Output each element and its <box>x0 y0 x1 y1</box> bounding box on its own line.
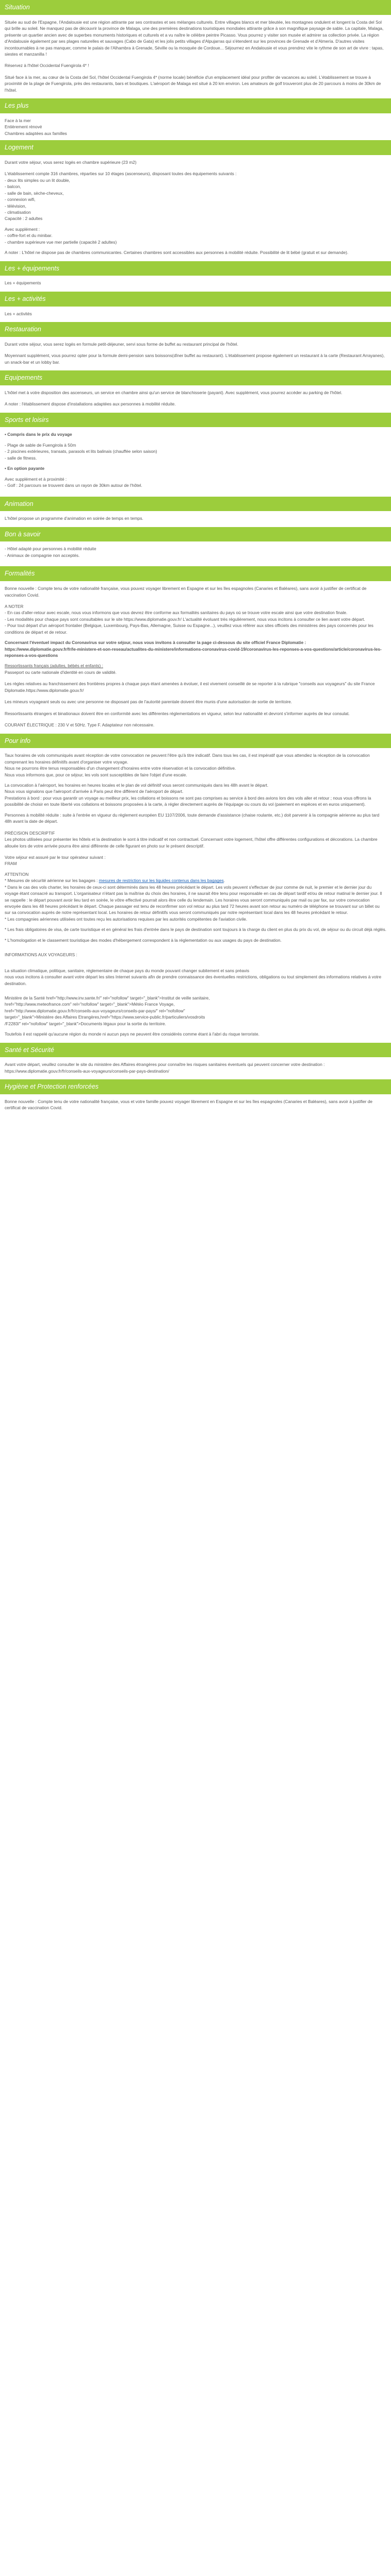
section-heading-plus-equipements: Les + équipements <box>0 261 391 276</box>
equipements-content <box>0 389 391 408</box>
formalites-ressortissants-heading: Ressortissants français (adultes, bébés et enfants) : <box>5 663 103 669</box>
sante-text: Avant votre départ, veuillez consulter le site du ministère des Affaires étrangères pour connaître les risques sanitaires éventuels qui peuvent concerner votre destination : https://www.diplomatie.gouv.fr/fr/conseils-aux-voyageurs/conseils-par-pays-destination/ <box>5 1062 325 1074</box>
pour-info-line: Nous vous signalons que l'aéroport d'arrivée à Paris peut être différent de l'aéroport de départ. <box>5 789 184 794</box>
pour-info-pmr-text: Personnes à mobilité réduite : suite à l'entrée en vigueur du règlement européen EU 1107/2006, toute demande d'assistance (chaise roulante, etc.) doit parvenir à la compagnie aérienne au plus tard 48h avant la date de départ. <box>5 812 380 824</box>
pour-info-line: Prestations à bord : pour vous garantir un voyage au meilleur prix, les collations et boissons ne sont pas comprises au service à bord des avions lors des vols aller et retour ; nous vous offrons la possibilité de choisir en toute liberté vos collations et boissons proposées à la carte, à régler directement auprès de l'équipage ou cours du vol (paiement en espèces et en euros uniquement). <box>5 795 371 807</box>
logement-equipment-line: - salle de bain, sèche-cheveux, <box>5 190 64 196</box>
formalites-content <box>0 585 391 728</box>
formalites-courant-text: COURANT ÉLECTRIQUE : 230 V et 50Hz. Type F. Adaptateur non nécessaire. <box>5 722 155 728</box>
section-heading-formalites: Formalités <box>0 566 391 581</box>
pour-info-ministere-line[interactable]: href="http://www.meteofrance.com" rel="nofollow" target="_blank">Météo France Voyage, <box>5 1002 175 1007</box>
formalites-note-line: A NOTER <box>5 603 24 609</box>
logement-supplement-line: Avec supplément : <box>5 226 40 232</box>
formalites-note-line: - Les modalités pour chaque pays sont consultables sur le site https://www.diplomatie.gouv.fr/ L'actualité évoluant très régulièrement, nous vous incitons à consulter ce lien avant votre départ. <box>5 616 365 622</box>
section-heading-plus: Les plus <box>0 98 391 113</box>
logement-equipment-list <box>5 171 386 222</box>
section-heading-hygiene: Hygiène et Protection renforcées <box>0 1079 391 1094</box>
pour-info-attention-line: * Dans le cas des vols charter, les horaires de ceux-ci sont déterminés dans les 48 heures précédant le départ. Les vols peuvent s'effectuer de jour comme de nuit, le premier et le dernier jour du voyage étant consacré au transport. L'organisateur n'étant pas la maîtrise du choix des horaires, il ne saurait être tenu pour responsable en cas de départ tardif et/ou de retour matinal le dernier jour. Il se rappelle : le départ pouvant avoir lieu tard en soirée, le vôtre effectivé pourrait alors être celle du lendemain. Les horaires vous seront communiqués par mail ou par fax, sur votre convocation envoyée dans les 48 heures précédant le départ. Chaque passager est tenu de reconfirmer son vol retour au plus tard 72 heures avant son retour au numéro de téléphone se trouvant sur un billet ou sur sa convocation auprès de notre représentant local. Les horaires de retour définitifs vous seront communiqués par notre représentant local dans les 48 heures précédant le retour. <box>5 884 382 916</box>
logement-supplement-list <box>5 226 386 245</box>
situation-paragraph: Située au sud de l'Espagne, l'Andalousie est une région attirante par ses contrastes et ses mélanges culturels. Entre villages blancs et mer bleutée, les montagnes ondulent et longent la Costa del Sol qui brille au soleil. Ne manquez pas de découvrir la province de Malaga, une des premières destinations touristiques mondiales attirante grâce à son magnifique paysage de sable. La capitale, Malaga, présente un quartier ancien avec de superbes monuments historiques et culturels et a vu naître le célèbre peintre Picasso. Vous pourrez y visiter son musée et admirer sa collection privée. La région d'Andalousie également par ses plages naturelles et sauvages (Cabo de Gata) et les jolis petits villages d'Alpujarras qui s'étendent sur les provinces de Grenade et d'Almería. D'autres visites incontournables à ne pas manquer, comme le palais de l'Alhambra à Grenade, Séville ou la mosquée de Cordoue... Séjournez en Andalousie et vous prendrez vite le rythme de son art de vivre : tapas, siestes et manzanilla ! <box>5 19 384 57</box>
section-heading-restauration: Restauration <box>0 322 391 337</box>
formalites-diplomatie-link[interactable]: https://www.diplomatie.gouv.fr/fr/le-ministere-et-son-reseau/actualites-du-ministere/informations-coronavirus-covid-19/coronavirus-les-reponses-a-vos-questions/article/coronavirus-les-reponses-a-vos-questions <box>5 646 382 658</box>
logement-equipment-line: - connexion wifi, <box>5 197 36 202</box>
section-heading-plus-activites: Les + activités <box>0 292 391 307</box>
pour-info-frais-line: * L'homologation et le classement touristique des modes d'hébergement correspondent à la réglementation ou aux usages du pays de destination. <box>5 937 282 943</box>
plus-item: Face à la mer <box>5 117 31 123</box>
section-heading-sante: Santé et Sécurité <box>0 1043 391 1058</box>
section-heading-equipements: Equipements <box>0 370 391 385</box>
equipements-paragraph: A noter : l'établissement dispose d'installations adaptées aux personnes à mobilité réduite. <box>5 401 176 407</box>
bon-a-savoir-item: - Animaux de compagnie non acceptés. <box>5 552 80 558</box>
section-heading-bon-a-savoir: Bon à savoir <box>0 527 391 542</box>
pour-info-frais-list <box>5 926 386 943</box>
plus-item: Chambres adaptées aux familles <box>5 130 67 136</box>
logement-equipment-line: - deux lits simples ou un lit double, <box>5 177 70 183</box>
formalites-note-line: - En cas d'aller-retour avec escale, nous vous informons que vous devrez être conforme aux formalités sanitaires du pays où se trouve votre escale ainsi que votre destination finale. <box>5 610 348 616</box>
sports-compris-line: - salle de fitness. <box>5 455 37 461</box>
section-heading-situation: Situation <box>0 0 391 15</box>
sports-option-line: Avec supplément et à proximité : <box>5 476 67 482</box>
situation-paragraph: Réservez à l'hôtel Occidental Fuengirola 4* ! <box>5 63 89 69</box>
logement-intro: Durant votre séjour, vous serez logés en chambre supérieure (23 m2) <box>5 159 137 165</box>
situation-paragraph: Situé face à la mer, au cœur de la Costa del Sol, l'hôtel Occidental Fuengirola 4* (norme locale) bénéficie d'un emplacement idéal pour profiter de vacances au soleil. L'établissement se trouve à proximité de la plage de Fuengirola, près des restaurants, bars et boutiques. L'aéroport de Malaga est situé à 20 km environ. Les amateurs de golf trouveront plus de 20 parcours à moins de 30km de l'hôtel. <box>5 74 381 93</box>
logement-equipment-line: - climatisation <box>5 210 31 215</box>
pour-info-ministere-line[interactable]: /F2283/" rel="nofollow" target="_blank">Documents légaux pour la sortie du territoire. <box>5 1021 166 1026</box>
formalites-etrangers-text: Ressortissants étrangers et binationaux doivent être en conformité avec les différentes réglementations en vigueur, selon leur nationalité et devront s'informer auprès de leur consulat. <box>5 710 350 716</box>
formalites-coronavirus-notice: Concernant l'éventuel impact du Coronavirus sur votre séjour, nous vous invitons à consulter la page ci-dessous du site officiel France Diplomatie : <box>5 640 306 646</box>
pour-info-line: Nous vous informons que, pour ce séjour, les vols sont susceptibles de faire l'objet d'une escale. <box>5 772 187 777</box>
formalites-note-list <box>5 603 386 635</box>
equipements-paragraph: L'hôtel met à votre disposition des ascenseurs, un service en chambre ainsi qu'un service de blanchisserie (payant). Avec supplément, vous pourrez accéder au parking de l'hôtel. <box>5 389 343 395</box>
pour-info-operator-line: Votre séjour est assuré par le tour opérateur suivant : <box>5 854 106 860</box>
plus-list <box>0 117 391 137</box>
pour-info-attention-line: * Les compagnies aériennes utilisées ont toutes reçu les autorisations requises par les autorités compétentes de l'aviation civile. <box>5 916 248 922</box>
restauration-content <box>0 341 391 365</box>
pour-info-terrorisme-text: Toutefois il est rappelé qu'aucune région du monde ni aucun pays ne peuvent être considérés comme étant à l'abri du risque terroriste. <box>5 1031 259 1037</box>
pour-info-operator-name: FRAM <box>5 861 17 867</box>
logement-equipment-line: - balcon, <box>5 184 21 190</box>
formalites-frontieres-text: Les règles relatives au franchissement des frontières propres à chaque pays étant amenées à évoluer, il est vivement conseillé de se reporter à la rubrique "conseils aux voyageurs" du site France Diplomatie.https://www.diplomatie.gouv.fr/ <box>5 681 375 693</box>
pour-info-precision-heading: PRÉCISION DESCRIPTIF <box>5 830 55 836</box>
logement-equipment-line: L'établissement compte 316 chambres, réparties sur 10 étages (ascenseurs), disposant toutes des équipements suivants : <box>5 171 237 177</box>
bon-a-savoir-list <box>0 546 391 563</box>
pour-info-attention-list <box>5 871 386 923</box>
animation-text: L'hôtel propose un programme d'animation en soirée de temps en temps. <box>5 516 143 521</box>
sports-compris-line: - 2 piscines extérieures, transats, parasols et lits balinais (chauffée selon saison) <box>5 449 157 454</box>
logement-note: A noter : L'hôtel ne dispose pas de chambres communicantes. Certaines chambres sont accessibles aux personnes à mobilité réduite. Possibilité de lit bébé (gratuit et sur demande). <box>5 250 349 256</box>
restauration-paragraph: Durant votre séjour, vous serez logés en formule petit-déjeuner, servi sous forme de buffet au restaurant principal de l'hôtel. <box>5 341 238 347</box>
formalites-ressortissants-text: Passeport ou carte nationale d'identité en cours de validité. <box>5 669 117 675</box>
sports-option-line: - Golf : 24 parcours se trouvent dans un rayon de 30km autour de l'hôtel. <box>5 483 142 488</box>
sports-compris-line: - Plage de sable de Fuengirola à 50m <box>5 442 76 448</box>
logement-equipment-line: - télévision, <box>5 203 26 209</box>
section-heading-animation: Animation <box>0 497 391 512</box>
pour-info-attention-line: ATTENTION <box>5 871 29 877</box>
pour-info-ministere-line[interactable]: Ministère de la Santé href="http://www.inv.sante.fr/" rel="nofollow" target="_blank">Institut de veille sanitaire, <box>5 995 210 1001</box>
plus-activites-text: Les + activités <box>5 311 32 316</box>
bagages-restriction-link[interactable]: mesures de restriction sur les liquides contenus dans les bagages <box>99 878 224 884</box>
pour-info-line: Nous ne pourrons être tenus responsables d'un changement d'horaires entre votre réservation et la convocation définitive. <box>5 766 236 771</box>
formalites-intro: Bonne nouvelle : Compte tenu de votre nationalité française, vous pouvez voyager librement en Espagne et sur les îles espagnoles (Canaries et Baléares), sans avoir à justifier de certificat de vaccination Covid. <box>5 586 367 598</box>
plus-equipements-text: Les + équipements <box>5 280 41 286</box>
restauration-paragraph: Moyennant supplément, vous pourrez opter pour la formule demi-pension sans boissons(dîner buffet au restaurant). L'établissement propose également un restaurant à la carte (Restaurant Arrayanes), un snack-bar et un lobby bar. <box>5 353 385 365</box>
sports-content <box>0 431 391 493</box>
logement-content <box>0 159 391 256</box>
logement-supplement-line: - chambre supérieure vue mer partielle (capacité 2 adultes) <box>5 239 117 245</box>
bon-a-savoir-item: - Hôtel adapté pour personnes à mobilité réduite <box>5 546 96 552</box>
sports-option-label: • En option payante <box>5 466 45 471</box>
pour-info-frais-line: * Les frais obligatoires de visa, de carte touristique et en général les frais d'entrée dans le pays de destination sont toujours à la charge du client en plus du prix du vol, de séjour ou du circuit déjà réglés. <box>5 927 386 933</box>
pour-info-ministere-list <box>5 995 386 1027</box>
logement-supplement-line: - coffre-fort et du minibar. <box>5 233 53 239</box>
section-heading-pour-info: Pour info <box>0 734 391 749</box>
pour-info-voyageurs-heading: INFORMATIONS AUX VOYAGEURS : <box>5 952 77 958</box>
formalites-mineurs-text: Les mineurs voyageant seuls ou avec une personne ne disposant pas de l'autorité parentale doivent être munis d'une autorisation de sortie de territoire. <box>5 699 292 705</box>
pour-info-ministere-line[interactable]: href="http://www.diplomatie.gouv.fr/fr/conseils-aux-voyageurs/conseils-par-pays/" rel="nofollow" <box>5 1008 185 1013</box>
pour-info-line: La convocation à l'aéroport, les horaires en heures locales et le plan de vol définitif vous seront communiqués dans les 48h avant le départ. <box>5 783 269 788</box>
pour-info-voyageurs-text: nous vous incitons à consulter avant votre départ les sites Internet suivants afin de prendre connaissance des éventuelles restrictions, obligations ou tout simplement des informations relatives à votre destination. <box>5 974 382 986</box>
section-heading-logement: Logement <box>0 140 391 155</box>
hygiene-text: Bonne nouvelle : Compte tenu de votre nationalité française, vous et votre famille pouvez voyager librement en Espagne et sur les îles espagnoles (Canaries et Baléares), sans avoir à justifier de certificat de vaccination Covid. <box>5 1098 373 1111</box>
pour-info-attention-line: * Mesures de sécurité aérienne sur les bagages : mesures de restriction sur les liquides contenus dans les bagages. <box>5 878 225 884</box>
pour-info-ministere-line[interactable]: target="_blank">Ministère des Affaires Etrangères,href="https://www.service-public.fr/particuliers/vosdroits <box>5 1014 205 1020</box>
sports-compris-label: • Compris dans le prix du voyage <box>5 432 72 437</box>
section-heading-sports: Sports et loisirs <box>0 413 391 428</box>
pour-info-precision-text: Les photos utilisées pour présenter les hôtels et la destination le sont à titre indicatif et non contractuel. Concernant votre logement, l'hôtel offre différentes configurations et décorations. La chambre allouée lors de votre arrivée pourra être ainsi différente de celle figurant en photo sur le présent descriptif. <box>5 837 378 849</box>
pour-info-line: Taux horaires de vols communiqués avant réception de votre convocation ne peuvent l'être qu'à titre indicatif. Dans tous les cas, il est impératif que vous attendiez la réception de la convocation comprenant les horaires définitifs avant d'organiser votre voyage. <box>5 753 370 765</box>
pour-info-content <box>0 752 391 1037</box>
plus-item: Entièrement rénové <box>5 124 42 130</box>
formalites-note-line: - Pour tout départ d'un aéroport frontalier (Belgique, Luxembourg, Pays-Bas, Allemagne, Suisse ou Espagne...), veuillez vous référer aux sites officiels des ministères des pays concernés pour les conditions de départ et de retour. <box>5 623 373 635</box>
pour-info-voyageurs-text: La situation climatique, politique, sanitaire, réglementaire de chaque pays du monde pouvant changer subitement et sans préavis <box>5 968 250 973</box>
situation-content <box>0 19 391 93</box>
logement-equipment-line: Capacité : 2 adultes <box>5 216 43 222</box>
